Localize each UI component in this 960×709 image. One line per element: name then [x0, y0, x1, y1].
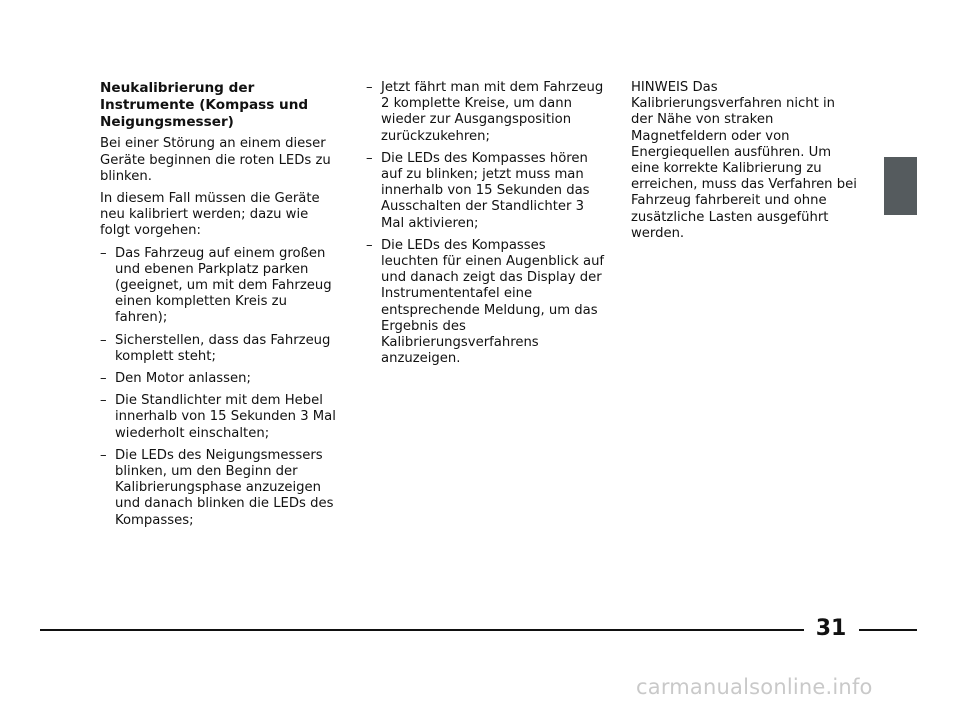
section-heading: Neukalibrierung der Instrumente (Kompass und Neigungsmesser): [100, 80, 309, 130]
procedure-intro: In diesem Fall müssen die Geräte neu kalibriert werden; dazu wie folgt vorgehen:: [100, 191, 320, 239]
column-left: [100, 80, 340, 535]
procedure-list-part1: [100, 246, 340, 529]
column-middle: [366, 80, 606, 373]
list-item: – Jetzt fährt man mit dem Fahrzeug 2 komplette Kreise, um dann wieder zur Ausgangsposition zurückzukehren;: [366, 80, 606, 145]
section-tab-marker: [884, 157, 917, 215]
footer-rule-right: [859, 629, 917, 631]
footer-rule-left: [40, 629, 804, 631]
list-item: – Die LEDs des Kompasses hören auf zu blinken; jetzt muss man innerhalb von 15 Sekunden das Ausschalten der Standlichter 3 Mal aktivieren;: [366, 151, 606, 232]
list-item: – Die Standlichter mit dem Hebel innerhalb von 15 Sekunden 3 Mal wiederholt einschalten;: [100, 393, 340, 442]
list-item: – Die LEDs des Kompasses leuchten für einen Augenblick auf und danach zeigt das Display der Instrumententafel eine entsprechende Meldung, um das Ergebnis des Kalibrierungsverfahrens anzuzeigen.: [366, 238, 606, 368]
column-right: [631, 80, 861, 248]
list-item: – Den Motor anlassen;: [100, 371, 340, 387]
intro-paragraph: Bei einer Störung an einem dieser Geräte beginnen die roten LEDs zu blinken.: [100, 136, 331, 184]
list-item: – Sicherstellen, dass das Fahrzeug komplett steht;: [100, 333, 340, 365]
note-paragraph: HINWEIS Das Kalibrierungsverfahren nicht in der Nähe von straken Magnetfeldern oder von Energiequellen ausführen. Um eine korrekte Kalibrierung zu erreichen, muss das Verfahren bei Fahrzeug fahrbereit und ohne zusätzliche Lasten ausgeführt werden.: [631, 80, 857, 241]
procedure-list-part2: [366, 80, 606, 367]
list-item: – Die LEDs des Neigungsmessers blinken, um den Beginn der Kalibrierungsphase anzuzeigen und danach blinken die LEDs des Kompasses;: [100, 448, 340, 529]
page-number: 31: [815, 616, 847, 641]
watermark-text: carmanualsonline.info: [636, 675, 873, 699]
list-item: – Das Fahrzeug auf einem großen und ebenen Parkplatz parken (geeignet, um mit dem Fahrzeug einen kompletten Kreis zu fahren);: [100, 246, 340, 327]
